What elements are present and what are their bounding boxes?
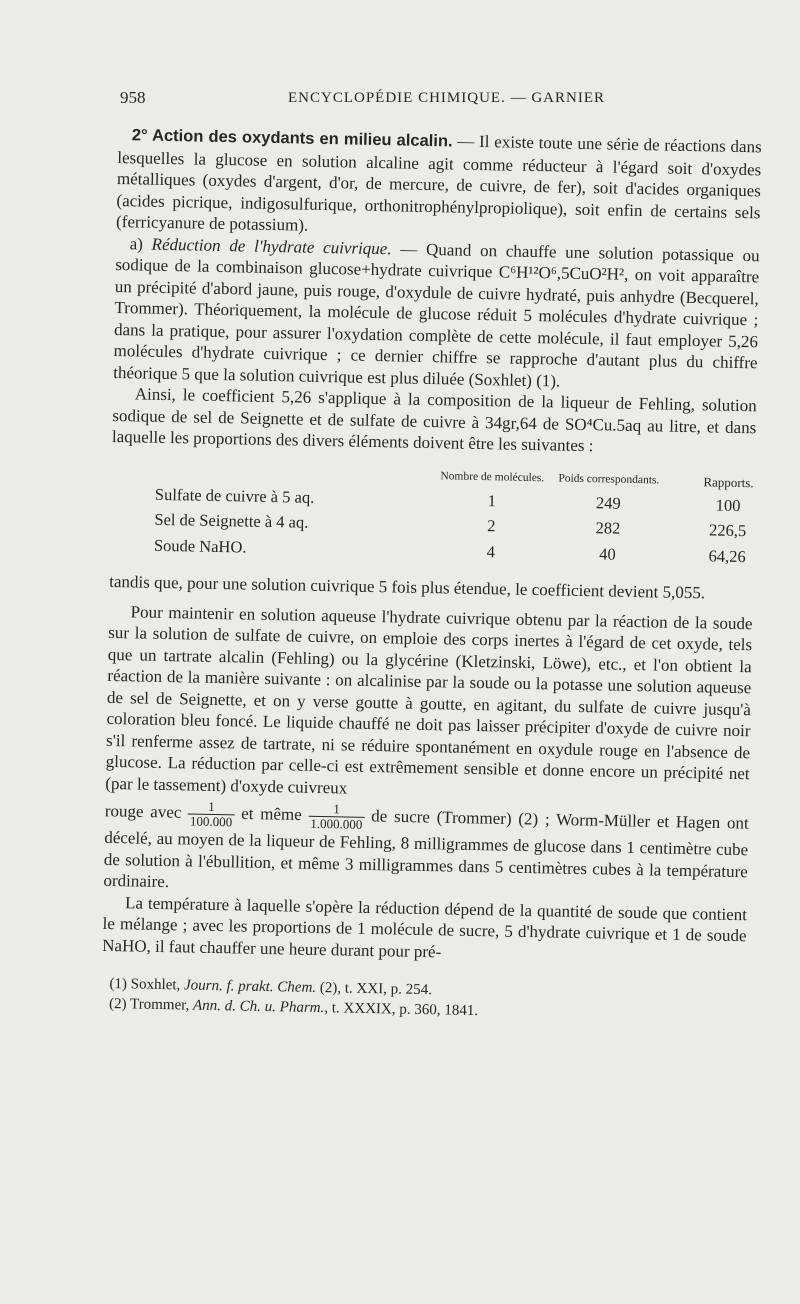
footnotes xyxy=(101,974,746,1026)
fraction-1-1000000 xyxy=(308,802,365,832)
table-cell: 1 xyxy=(487,490,497,510)
page-number: 958 xyxy=(120,88,146,107)
paragraph-oxydants xyxy=(116,124,762,245)
table-header-cell: Rapports. xyxy=(703,473,754,490)
paragraph-temperature: La température à laquelle s'opère la réduction dépend de la quantité de soude que contient le mélange ; avec les proportions de 1 molécule de sucre, 5 d'hydrate cuivrique et 1 de soude NaHO, il faut chauffer une heure durant pour pré- xyxy=(102,892,748,961)
footnote-text: (2), t. XXI, p. 254. xyxy=(315,979,433,999)
text-fragment: de sucre (Trommer) (2) ; Worm-Müller et Hagen ont décelé, au moyen de la liqueur de Fehling, 8 milligrammes de glucose dans 1 centimètre cube de solution à l'ébullition, et même 3 milligrammes dans 5 centimètres cubes à la température ordinaire. xyxy=(103,806,749,892)
footnote-text: (2) Trommer, xyxy=(108,995,194,1014)
subsection-heading: Réduction de l'hydrate cuivrique. xyxy=(151,234,392,258)
table-cell: Sulfate de cuivre à 5 aq. xyxy=(154,484,315,507)
paragraph-hydrate-cuivrique xyxy=(113,232,760,395)
paragraph-text: — Quand on chauffe une solution potassique ou sodique de la combinaison glucose+hydrate cuivrique C⁶H¹²O⁶,5CuO²H², on voit apparaître un précipité d'abord jaune, puis rouge, d'oxydule de cuivre hydraté, puis anhydre (Becquerel, Trommer). Théoriquement, la molécule de glucose réduit 5 molécules d'hydrate cuivrique ; dans la pratique, pour assurer l'oxydation complète de cette molécule, il faut employer 5,26 molécules d'hydrate cuivrique ; ce dernier chiffre se rapproche d'autant plus du chiffre théorique 5 que la solution cuivrique est plus diluée (Soxhlet) (1). xyxy=(113,238,760,391)
table-cell: 249 xyxy=(595,492,621,513)
table-cell: 226,5 xyxy=(708,520,747,541)
text-fragment: rouge avec xyxy=(104,801,182,822)
fraction-denominator: 1.000.000 xyxy=(310,815,363,832)
section-heading: 2° Action des oxydants en milieu alcalin. xyxy=(131,126,453,151)
paragraph-sensibilite xyxy=(103,798,749,904)
table-cell: 282 xyxy=(595,518,621,538)
running-title: ENCYCLOPÉDIE CHIMIQUE. — GARNIER xyxy=(288,90,605,106)
table-cell: Sel de Seignette à 4 aq. xyxy=(154,509,309,532)
table-header-cell: Poids correspondants. xyxy=(558,472,660,486)
journal-title: Ann. d. Ch. u. Pharm. xyxy=(192,997,325,1017)
composition-table xyxy=(154,464,786,570)
page-body xyxy=(101,124,762,1026)
table-cell: 4 xyxy=(486,541,496,561)
paragraph-coefficient: tandis que, pour une solution cuivrique 5 fois plus étendue, le coefficient devient 5,055. xyxy=(109,571,706,603)
footnote-text: , t. XXXIX, p. 360, 1841. xyxy=(324,1000,479,1020)
footnote-text: (1) Soxhlet, xyxy=(109,975,185,994)
paragraph-maintenir: Pour maintenir en solution aqueuse l'hydrate cuivrique obtenu par la réaction de la soude sur la solution de sulfate de cuivre, on emploie des corps inertes à l'égard de cet oxyde, tels que un tartrate alcalin (Fehling) ou la glycérine (Kletzinski, Löwe), etc., et l'on obtient la réaction de la manière suivante : on alcalinise par la soude ou la potasse une solution aqueuse de sel de Seignette, et on y verse goutte à goutte, en agitant, du sulfate de cuivre jusqu'à coloration bleu foncé. Le liquide chauffé ne doit pas laisser précipiter d'oxyde de cuivre noir s'il renferme assez de tartrate, ni se réduire spontanément en oxydule rouge en l'absence de glucose. La réduction par celle-ci est extrêmement sensible et donne encore un précipité net (par le tassement) d'oxyde cuivreux xyxy=(105,601,753,798)
text-fragment: et même xyxy=(240,803,302,825)
table-cell: Soude NaHO. xyxy=(153,535,247,557)
paragraph-fehling: Ainsi, le coefficient 5,26 s'applique à la composition de la liqueur de Fehling, solution sodique de sel de Seignette et de sulfate de cuivre à 34gr,64 de SO⁴Cu.5aq au litre, et dans laquelle les proportions des divers éléments doivent être les suivantes : xyxy=(111,384,757,456)
table-header-cell: Nombre de molécules. xyxy=(440,469,545,484)
table-cell: 100 xyxy=(715,495,741,515)
fraction-numerator: 1 xyxy=(308,802,364,818)
journal-title: Journ. f. prakt. Chem. xyxy=(183,977,317,996)
fraction-denominator: 100.000 xyxy=(189,813,233,830)
paragraph-text: — Il existe toute une série de réactions dans lesquelles la glucose en solution alcaline agit comme réducteur à l'égard soit d'oxydes métalliques (oxydes d'argent, d'or, de mercure, de cuivre, de fer), soit d'acides organiques (acides picrique, indigosulfurique, orthonitrophénylpropiolique), soit enfin de certains sels (ferricyanure de potassium). xyxy=(115,131,762,235)
table-cell: 2 xyxy=(487,516,496,536)
table-cell: 40 xyxy=(599,543,616,564)
table-cell: 64,26 xyxy=(708,545,746,566)
page-header xyxy=(120,88,760,112)
fraction-1-100000 xyxy=(188,799,235,829)
fraction-numerator: 1 xyxy=(188,799,235,815)
list-marker: a) xyxy=(129,233,144,253)
